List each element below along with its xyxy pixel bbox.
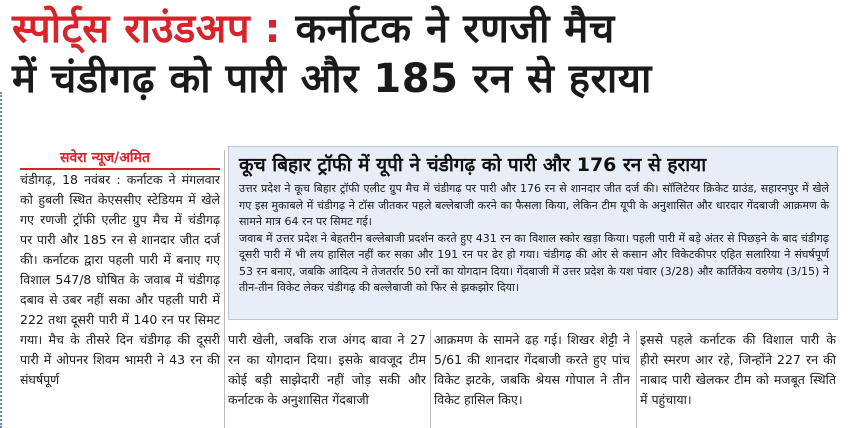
headline-title: कर्नाटक ने रणजी मैच (295, 6, 615, 52)
sidebar-story-box (228, 146, 838, 320)
story-column-3 (434, 330, 630, 410)
column-divider (430, 330, 431, 428)
sidebar-story-body (239, 181, 829, 297)
byline: सवेरा न्यूज/अमित (60, 150, 150, 166)
sidebar-paragraph-2: जवाब में उत्तर प्रदेश ने बेहतरीन बल्लेबाजी प्रदर्शन करते हुए 431 रन का विशाल स्कोर खड़ा किया। पहली पारी में बड़े अंतर से पिछड़ने के बाद चंडीगढ़ दूसरी पारी में भी लय हासिल नहीं कर सका और 191 रन पर ढेर हो गया। चंडीगढ़ की ओर से कसान और विकेटकीपर एहित सलारिया ने संघर्षपूर्ण 53 रन बनाए, जबकि आदित्य ने तेजतर्रार 50 रनों का योगदान दिया। गेंदबाजी में उत्तर प्रदेश के यश पंवार (3/28) और कार्तिकेय वरुणेय (3/15) ने तीन-तीन विकेट लेकर चंडीगढ़ की बल्लेबाजी को फिर से झकझोर दिया। (239, 231, 829, 294)
story-paragraph: आक्रमण के सामने ढह गई। शिखर शेट्टी ने 5/61 की शानदार गेंदबाजी करते हुए पांच विकेट झटके, जबकि श्रेयस गोपाल ने तीन विकेट हासिल किए। (434, 332, 630, 407)
page-edge-strip (0, 92, 5, 428)
headline-title-line2: में चंडीगढ़ को पारी और 185 रन से हराया (12, 56, 652, 102)
sidebar-story-title: कूच बिहार ट्रॉफी में यूपी ने चंडीगढ़ को पारी और 176 रन से हराया (239, 154, 707, 176)
story-column-4 (640, 330, 836, 410)
headline-kicker: स्पोर्ट्स राउंडअप : (12, 6, 282, 52)
story-column-2 (228, 330, 426, 410)
column-divider (636, 330, 637, 428)
column-divider (224, 150, 225, 428)
story-paragraph: चंडीगढ़, 18 नवंबर : कर्नाटक ने मंगलवार को हुबली स्थित केएससीए स्टेडियम में खेले गए रणजी ट्रॉफी एलीट ग्रुप मैच में चंडीगढ़ पर पारी और 185 रन से शानदार जीत दर्ज की। कर्नाटक द्वारा पहली पारी में बनाए गए विशाल 547/8 घोषित के जवाब में चंडीगढ़ दबाव से उबर नहीं सका और पहली पारी में 222 तथा दूसरी पारी में 140 रन पर सिमट गया। मैच के तीसरे दिन चंडीगढ़ की दूसरी पारी में ओपनर शिवम भामरी ने 43 रन की संघर्षपूर्ण (20, 172, 220, 387)
story-paragraph: पारी खेली, जबकि राज अंगद बावा ने 27 रन का योगदान दिया। इसके बावजूद टीम कोई बड़ी साझेदारी नहीं जोड़ सकी और कर्नाटक के अनुशासित गेंदबाजी (228, 332, 426, 407)
story-paragraph: इससे पहले कर्नाटक की विशाल पारी के हीरो स्मरण आर रहे, जिन्होंने 227 रन की नाबाद पारी खेलकर टीम को मजबूत स्थिति में पहुंचाया। (640, 332, 836, 407)
story-column-1 (20, 170, 220, 390)
sidebar-paragraph-1: उत्तर प्रदेश ने कूच बिहार ट्रॉफी एलीट ग्रुप मैच में चंडीगढ़ पर पारी और 176 रन से शानदार जीत दर्ज की। सॉलिटेयर क्रिकेट ग्राउंड, सहारनपुर में खेले गए इस मुकाबले में चंडीगढ़ ने टॉस जीतकर पहले बल्लेबाजी करने का फैसला किया, लेकिन टीम यूपी के अनुशासित और धारदार गेंदबाजी आक्रमण के सामने मात्र 64 रन पर सिमट गई। (239, 182, 829, 228)
headline (12, 4, 842, 104)
